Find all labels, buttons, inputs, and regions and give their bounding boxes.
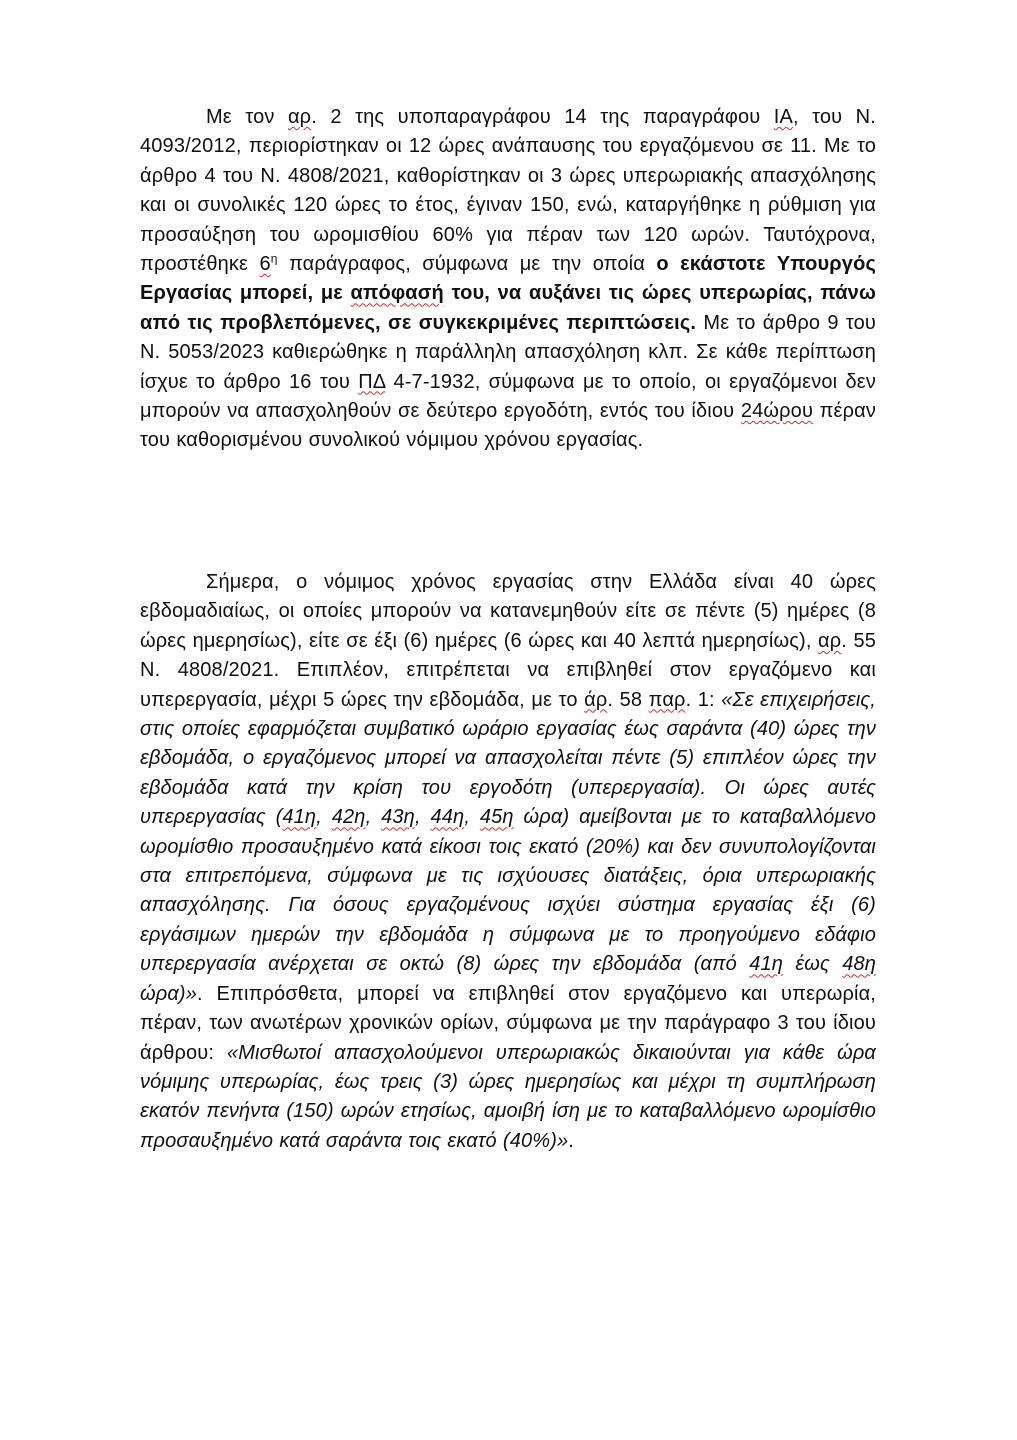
- paragraph-2-run: έως: [783, 953, 843, 976]
- paragraph-1-run: Με τον: [206, 106, 288, 128]
- paragraph-2-run: αρ: [818, 629, 842, 652]
- paragraph-2: [140, 568, 876, 1156]
- paragraph-1-run: Με το άρθρο 9 του Ν. 5053/2023 καθιερώθηκε η παράλληλη απασχόληση κλπ. Σε κάθε περίπτωση ίσχυε το άρθρο 16 του: [140, 311, 876, 393]
- paragraph-1-run: αρ: [287, 106, 312, 128]
- paragraph-2-run: 42η: [331, 806, 366, 829]
- paragraph-2-run: . Επιπρόσθετα, μπορεί να επιβληθεί στον εργαζόμενο και υπερωρία, πέραν, των ανωτέρων χρονικών ορίων, σύμφωνα με την παράγραφο 3 του ίδιου άρθρου:: [140, 982, 876, 1064]
- paragraph-2-run: άρ: [584, 688, 608, 711]
- paragraph-2-run: 48η: [842, 953, 876, 976]
- paragraph-2-run: Σήμερα, ο νόμιμος χρόνος εργασίας στην Ελλάδα είναι 40 ώρες εβδομαδιαίως, οι οποίες μπορούν να κατανεμηθούν είτε σε πέντε (5) ημέρες (8 ώρες ημερησίως), είτε σε έξι (6) ημέρες (6 ώρες και 40 λεπτά ημερησίως),: [140, 571, 876, 652]
- paragraph-2-run: ,: [365, 806, 382, 829]
- paragraph-1-run: απόφασή: [350, 282, 444, 305]
- paragraph-1-run: η: [270, 251, 278, 266]
- paragraph-2-run: . 55 Ν. 4808/2021. Επιπλέον, επιτρέπεται να επιβληθεί στον εργαζόμενο και υπερεργασία, μέχρι 5 ώρες την εβδομάδα, με το: [140, 629, 876, 711]
- paragraph-2-run: .: [568, 1129, 575, 1152]
- paragraph-2-run: . 1:: [685, 688, 722, 711]
- paragraph-1-run: παράγραφος, σύμφωνα με την οποία: [277, 253, 657, 276]
- paragraph-1: [140, 103, 876, 456]
- paragraph-2-run: «Σε επιχειρήσεις, στις οποίες εφαρμόζεται συμβατικό ωράριο εργασίας έως σαράντα (40) ώρες την εβδομάδα, ο εργαζόμενος μπορεί να απασχολείται πέντε (5) επιπλέον ώρες την εβδομάδα κατά την κρίση του εργοδότη (υπερεργασία). Οι ώρες αυτές υπερεργασίας (: [140, 688, 877, 829]
- paragraph-2-run: . 58: [607, 688, 649, 711]
- paragraph-1-run: 6: [259, 253, 271, 276]
- paragraph-2-run: 41η: [749, 953, 784, 976]
- paragraph-2-run: παρ: [648, 688, 686, 711]
- paragraph-2-run: ,: [316, 806, 332, 829]
- paragraph-2-run: 43η: [381, 806, 415, 829]
- paragraph-1-run: ΠΔ: [358, 370, 386, 393]
- paragraph-1-run: , του Ν. 4093/2012, περιορίστηκαν οι 12 ώρες ανάπαυσης του εργαζόμενου σε 11. Με το άρθρο 4 του Ν. 4808/2021, καθορίστηκαν οι 3 ώρες υπερωριακής απασχόλησης και οι συνολικές 120 ώρες το έτος, έγιναν 150, ενώ, καταργήθηκε η ρύθμιση για προσαύξηση του ωρομισθίου 60% για πέραν των 120 ωρών. Ταυτόχρονα, προστέθηκε: [140, 106, 876, 276]
- paragraph-2-run: 41η: [282, 806, 317, 829]
- paragraph-1-run: 4-7-1932, σύμφωνα με το οποίο, οι εργαζόμενοι δεν μπορούν να απασχοληθούν σε δεύτερο εργοδότη, εντός του ίδιου: [140, 370, 876, 423]
- paragraph-2-run: 44η: [430, 806, 465, 829]
- paragraph-2-run: «Μισθωτοί απασχολούμενοι υπερωριακώς δικαιούνται για κάθε ώρα νόμιμης υπερωρίας, έως τρεις (3) ώρες ημερησίως και μέχρι τη συμπλήρωση εκατόν πενήντα (150) ωρών ετησίως, αμοιβή ίση με το καταβαλλόμενο ωρομίσθιο προσαυξημένο κατά σαράντα τοις εκατό (40%)»: [140, 1041, 876, 1152]
- paragraph-1-run: ΙΑ: [773, 106, 793, 128]
- paragraph-1-run: πέραν του καθορισμένου συνολικού νόμιμου χρόνου εργασίας.: [140, 400, 876, 452]
- paragraph-1-run: . 2 της υποπαραγράφου 14 της παραγράφου: [311, 106, 774, 128]
- paragraph-2-run: ,: [464, 806, 480, 829]
- paragraph-2-run: ώρα)»: [140, 982, 197, 1005]
- paragraph-2-run: 45η: [479, 806, 514, 829]
- paragraph-1-run: ο εκάστοτε Υπουργός Εργασίας μπορεί, με: [140, 253, 876, 305]
- paragraph-2-run: ώρα) αμείβονται με το καταβαλλόμενο ωρομίσθιο προσαυξημένο κατά είκοσι τοις εκατό (20%) και δεν συνυπολογίζονται στα επιτρεπόμενα, σύμφωνα με τις ισχύουσες διατάξεις, όρια υπερωριακής απασχόλησης. Για όσους εργαζομένους ισχύει σύστημα εργασίας έξι (6) εργάσιμων ημερών την εβδομάδα η σύμφωνα με το προηγούμενο εδάφιο υπερεργασία ανέρχεται σε οκτώ (8) ώρες την εβδομάδα (από: [140, 806, 876, 976]
- paragraph-1-run: του, να αυξάνει τις ώρες υπερωρίας, πάνω από τις προβλεπόμενες, σε συγκεκριμένες περιπτώσεις.: [140, 282, 876, 334]
- paragraph-1-run: 24ώρου: [740, 400, 814, 423]
- paragraph-2-run: ,: [414, 806, 431, 829]
